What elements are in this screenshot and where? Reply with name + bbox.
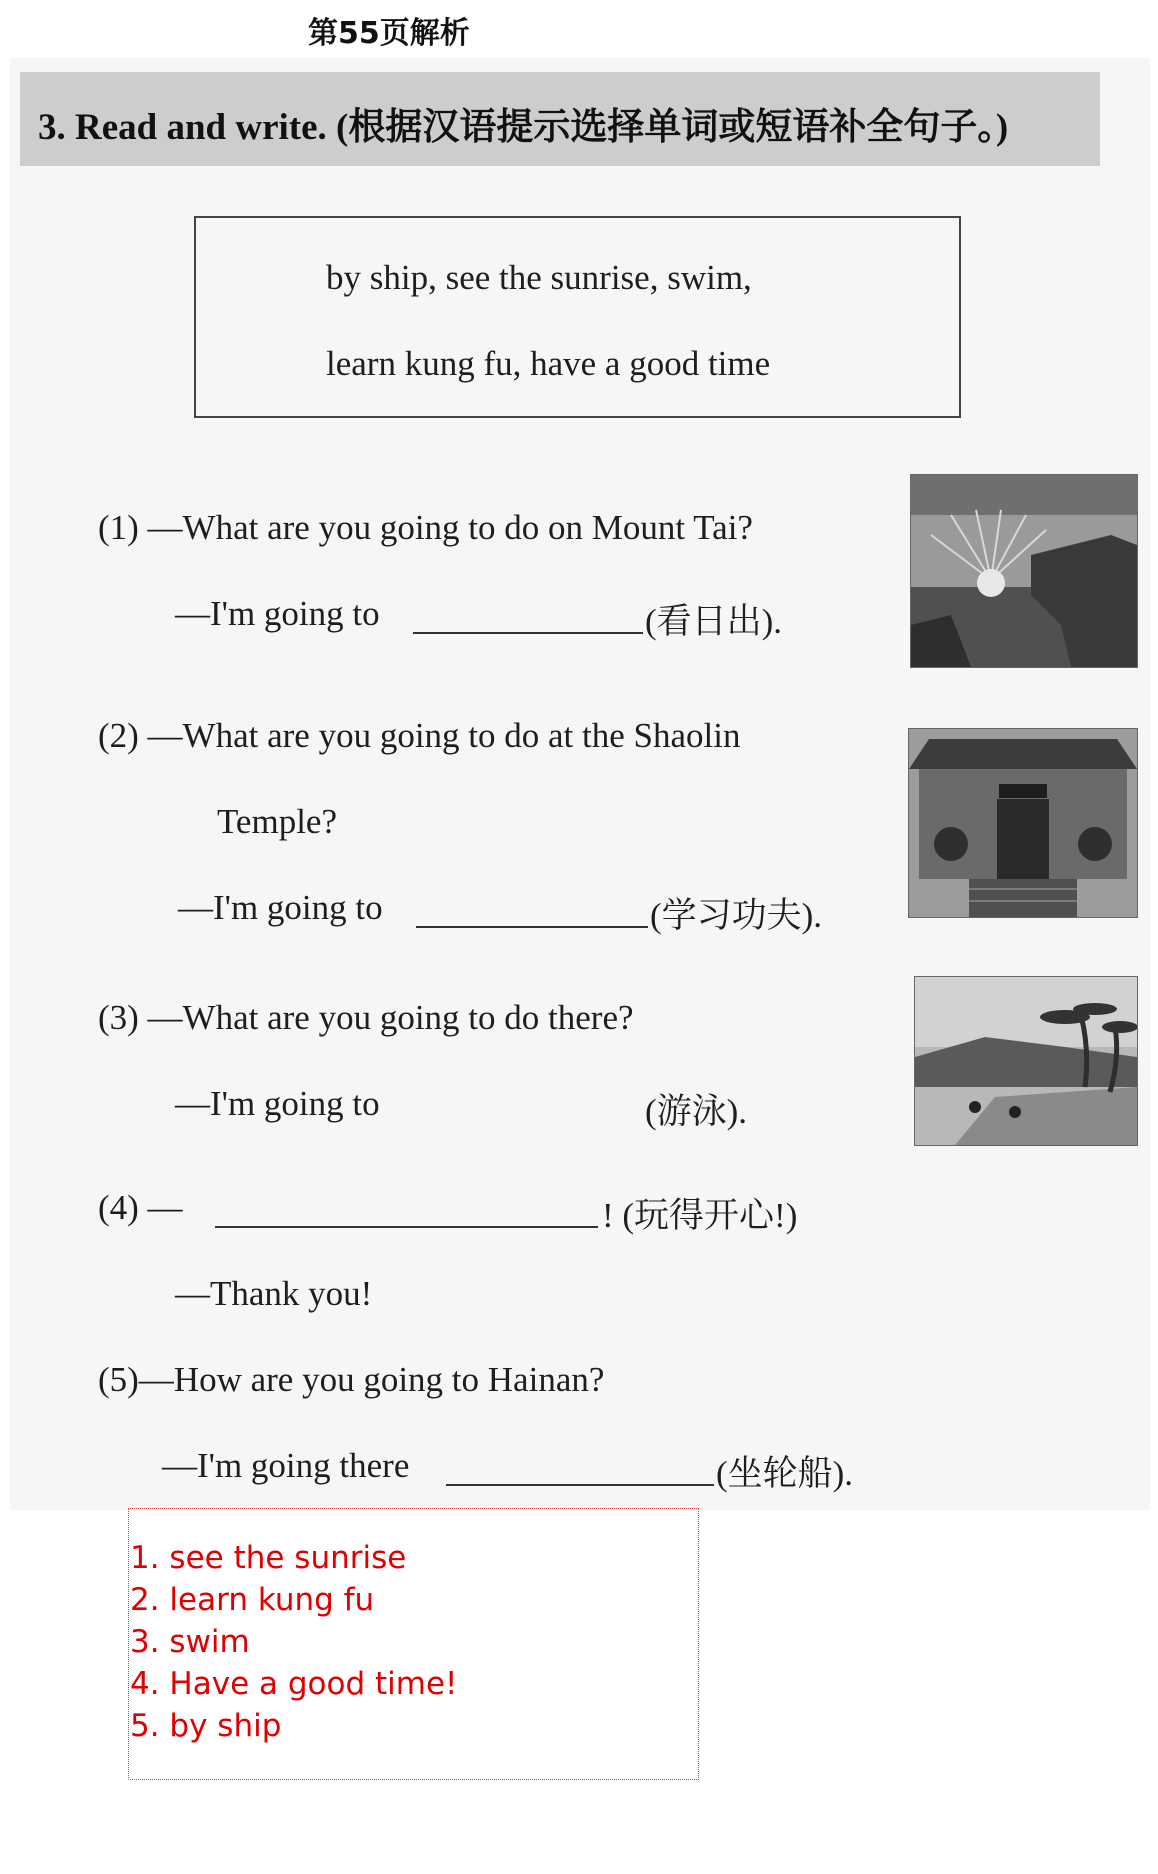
question-4-prefix: (4) — xyxy=(98,1188,183,1227)
question-5-answer-prefix: —I'm going there xyxy=(162,1446,410,1485)
page-title: 第55页解析 xyxy=(308,16,470,51)
question-3-answer-prefix: —I'm going to xyxy=(175,1084,380,1123)
question-4-blank xyxy=(215,1226,598,1228)
word-bank-box xyxy=(194,216,961,418)
question-5-blank xyxy=(446,1484,714,1486)
word-bank-line-1: by ship, see the sunrise, swim, xyxy=(326,258,752,297)
sunrise-mountain-icon xyxy=(910,474,1138,668)
beach-palm-icon xyxy=(914,976,1138,1146)
question-2-blank xyxy=(416,926,648,928)
question-2-text-continued: Temple? xyxy=(217,802,337,841)
question-3-hint: (游泳). xyxy=(645,1092,748,1131)
exercise-header: 3. Read and write. (根据汉语提示选择单词或短语补全句子。) xyxy=(38,107,1009,148)
question-2-text: (2) —What are you going to do at the Shaolin xyxy=(98,716,741,755)
question-2-hint: (学习功夫). xyxy=(650,896,823,935)
answer-5: 5. by ship xyxy=(130,1708,282,1744)
question-4-response: —Thank you! xyxy=(175,1274,373,1313)
answer-4: 4. Have a good time! xyxy=(130,1666,458,1702)
question-5-hint: (坐轮船). xyxy=(716,1454,854,1493)
question-3-text: (3) —What are you going to do there? xyxy=(98,998,634,1037)
shaolin-temple-icon xyxy=(908,728,1138,918)
question-4-hint: ! (玩得开心!) xyxy=(602,1196,798,1235)
word-bank-line-2: learn kung fu, have a good time xyxy=(326,344,771,383)
question-5-text: (5)—How are you going to Hainan? xyxy=(98,1360,605,1399)
question-1-text: (1) —What are you going to do on Mount Tai? xyxy=(98,508,753,547)
question-2-answer-prefix: —I'm going to xyxy=(178,888,383,927)
answer-3: 3. swim xyxy=(130,1624,250,1660)
answer-1: 1. see the sunrise xyxy=(130,1540,407,1576)
question-1-hint: (看日出). xyxy=(645,602,783,641)
answer-2: 2. learn kung fu xyxy=(130,1582,375,1618)
question-1-answer-prefix: —I'm going to xyxy=(175,594,380,633)
question-1-blank xyxy=(413,632,643,634)
